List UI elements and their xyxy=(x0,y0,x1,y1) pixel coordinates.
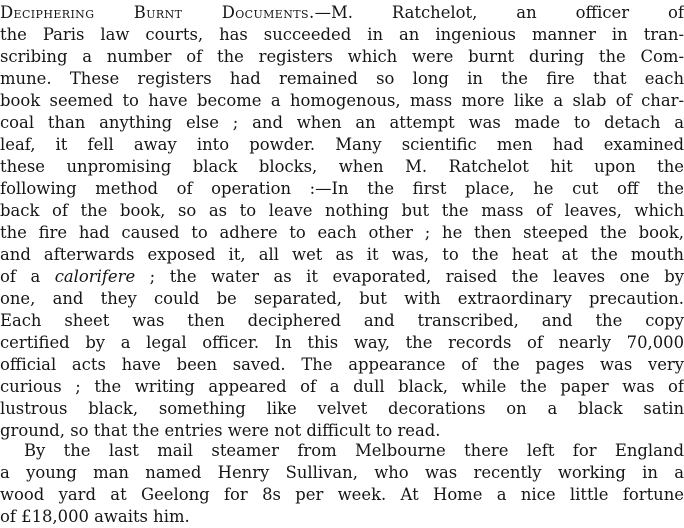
article-1-line-20: ground, so that the entries were not difficult to read. xyxy=(0,421,441,440)
article-1-line-2: the Paris law courts, has succeeded in an ingenious manner in tran- xyxy=(0,25,684,44)
article-1-line-13 xyxy=(0,266,684,288)
article-1-line-12: and afterwards exposed it, all wet as it was, to the heat at the mouth xyxy=(0,245,684,264)
article-1-line-4: mune. These registers had remained so long in the fire that each xyxy=(0,69,684,88)
article-1-line-1 xyxy=(0,2,684,24)
article-1-line-16: certified by a legal officer. In this way, the records of nearly 70,000 xyxy=(0,333,684,352)
article-1-line-6: coal than anything else ; and when an attempt was made to detach a xyxy=(0,113,684,132)
article-2-line-3: wood yard at Geelong for 8s per week. At Home a nice little fortune xyxy=(0,485,684,504)
article-1-line-10: back of the book, so as to leave nothing but the mass of leaves, which xyxy=(0,201,684,220)
article-1-line-5: book seemed to have become a homogenous, mass more like a slab of char- xyxy=(0,91,684,110)
article-1-line-19: lustrous black, something like velvet decorations on a black satin xyxy=(0,399,684,418)
article-1-line-7: leaf, it fell away into powder. Many scientific men had examined xyxy=(0,135,684,154)
article-1-line-17: official acts have been saved. The appearance of the pages was very xyxy=(0,355,684,374)
article-1-line-13-start: of a xyxy=(0,267,55,286)
article-1-line-1-text: —M. Ratchelot, an officer of xyxy=(314,3,684,22)
article-1-line-18: curious ; the writing appeared of a dull black, while the paper was of xyxy=(0,377,684,396)
article-1-line-3: scribing a number of the registers which were burnt during the Com- xyxy=(0,47,684,66)
article-2-line-1: By the last mail steamer from Melbourne there left for England xyxy=(24,441,684,460)
article-1-line-11: the fire had caused to adhere to each other ; he then steeped the book, xyxy=(0,223,684,242)
article-1-line-13-end: ; the water as it evaporated, raised the leaves one by xyxy=(135,267,684,286)
article-1-line-13-italic: calorifere xyxy=(54,267,136,286)
article-2-line-2: a young man named Henry Sullivan, who was recently working in a xyxy=(0,463,684,482)
article-1-line-9: following method of operation :—In the first place, he cut off the xyxy=(0,179,684,198)
article-1-line-8: these unpromising black blocks, when M. Ratchelot hit upon the xyxy=(0,157,684,176)
article-1-line-15: Each sheet was then deciphered and transcribed, and the copy xyxy=(0,311,684,330)
article-1-line-14: one, and they could be separated, but with extraordinary precaution. xyxy=(0,289,684,308)
article-2-line-4: of £18,000 awaits him. xyxy=(0,507,190,526)
article-1-heading: Deciphering Burnt Documents. xyxy=(0,3,315,22)
